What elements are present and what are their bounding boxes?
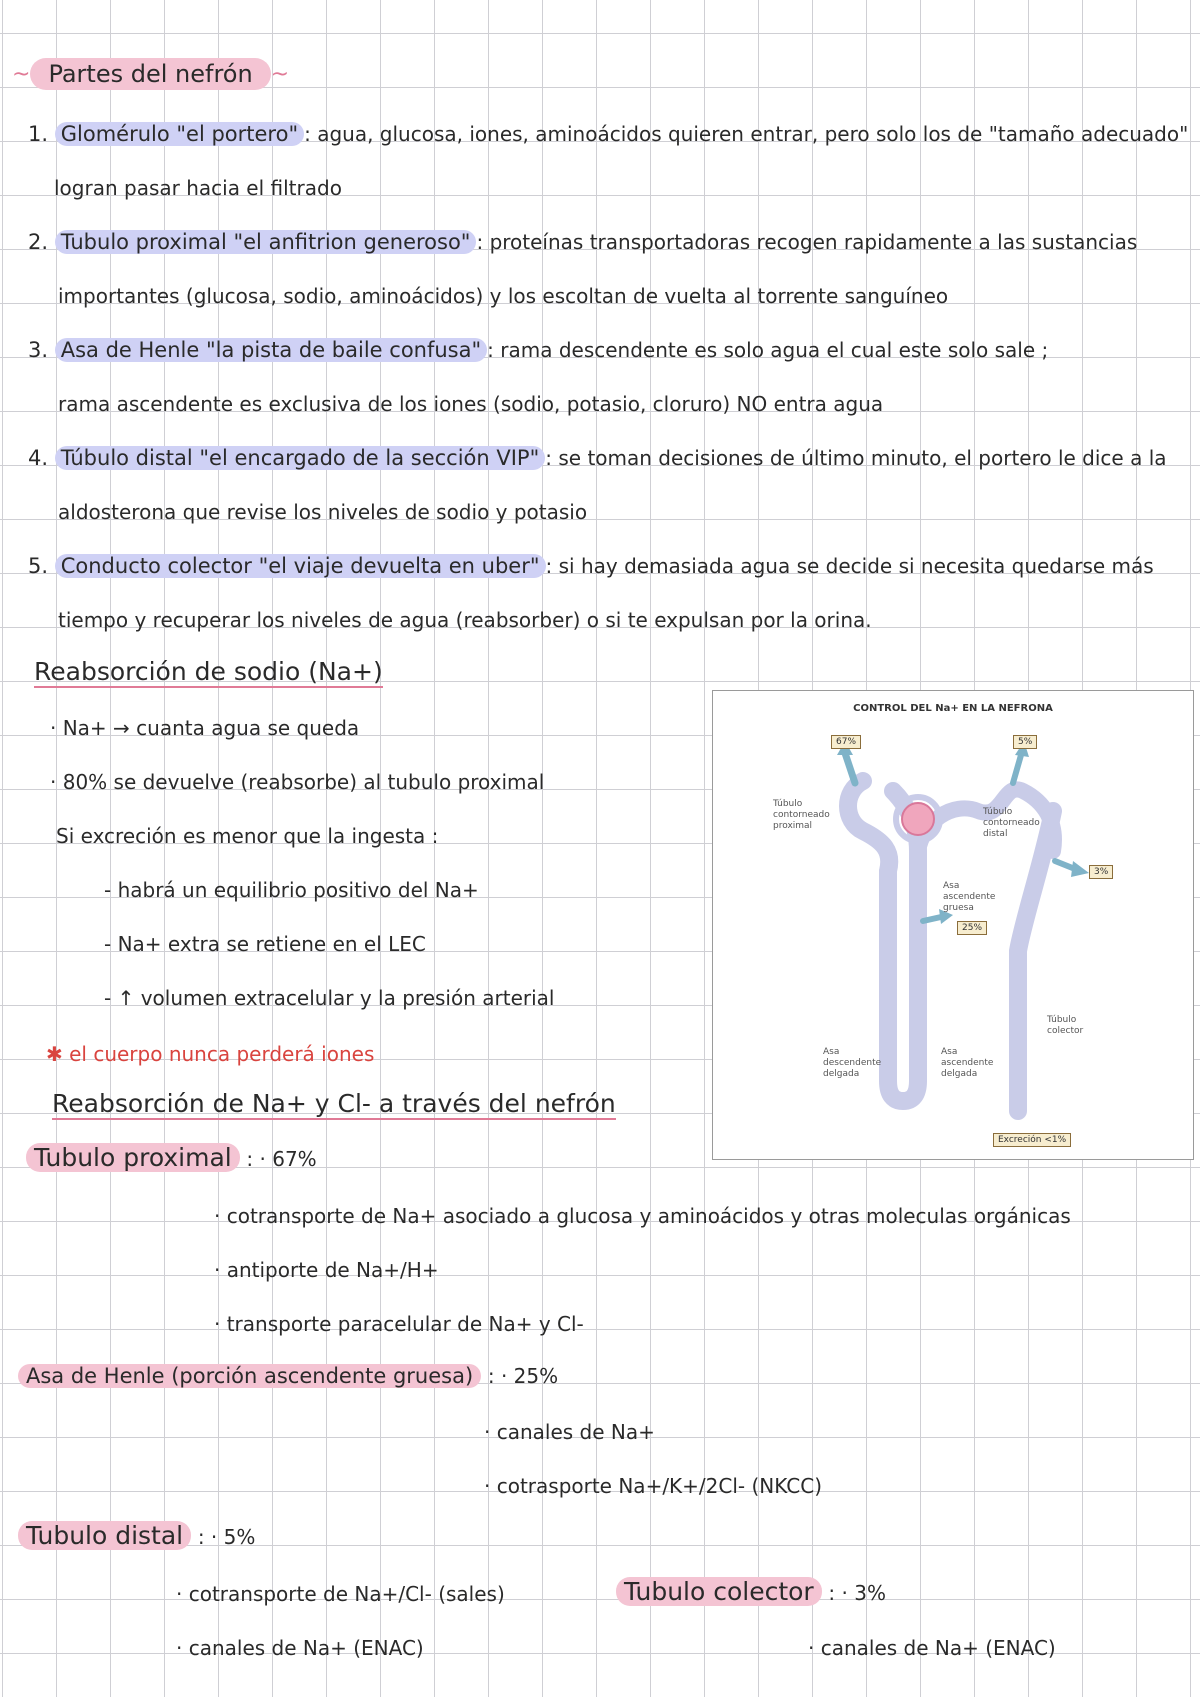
asa-pct: : · 25% [487, 1364, 559, 1388]
arrow-3 [1055, 861, 1075, 869]
glomerulus-shape [902, 803, 934, 835]
distal-label: Tubulo distal [18, 1521, 191, 1550]
part-number: 5. [28, 554, 49, 578]
label-colector: Túbulo colector [1047, 1015, 1084, 1036]
nephron-drawing [713, 691, 1193, 1159]
part-name: Conducto colector "el viaje devuelta en uber" [55, 554, 546, 578]
arrow-5 [1013, 755, 1021, 783]
page-title-row [12, 58, 289, 90]
section-heading-reabsorcion-sodio [34, 658, 383, 686]
pct-box-colector: 3% [1089, 865, 1113, 879]
arrow-25 [923, 917, 941, 921]
colector-pct: : · 3% [828, 1581, 886, 1605]
part-2-line-2: importantes (glucosa, sodio, aminoácidos) y los escoltan de vuelta al torrente sanguíneo [58, 284, 949, 308]
sodio-line-1: · Na+ → cuanta agua se queda [50, 716, 360, 740]
heading-text: Reabsorción de sodio (Na+) [34, 657, 383, 686]
part-name: Tubulo proximal "el anfitrion generoso" [55, 230, 477, 254]
note-red: ✱ el cuerpo nunca perderá iones [46, 1042, 375, 1066]
section-heading-na-cl [52, 1090, 616, 1118]
proximal-row [26, 1144, 317, 1173]
part-text: : proteínas transportadoras recogen rapidamente a las sustancias [476, 230, 1138, 254]
excrecion-box: Excreción <1% [993, 1133, 1071, 1147]
sodio-line-5: - Na+ extra se retiene en el LEC [104, 932, 426, 956]
colector-label: Tubulo colector [616, 1577, 822, 1606]
part-3-line-2: rama ascendente es exclusiva de los iones (sodio, potasio, cloruro) NO entra agua [58, 392, 884, 416]
heading-text: Reabsorción de Na+ y Cl- a través del nefrón [52, 1089, 616, 1118]
asa-row [18, 1362, 558, 1390]
arrow-67 [845, 753, 855, 783]
part-text: : rama descendente es solo agua el cual este solo sale ; [487, 338, 1049, 362]
part-4-line-1 [28, 444, 1167, 472]
colector-item-1: · canales de Na+ (ENAC) [808, 1636, 1056, 1660]
proximal-item-3: · transporte paracelular de Na+ y Cl- [214, 1312, 584, 1336]
asa-label: Asa de Henle (porción ascendente gruesa) [18, 1364, 481, 1388]
proximal-item-1: · cotransporte de Na+ asociado a glucosa y aminoácidos y otras moleculas orgánicas [214, 1204, 1071, 1228]
distal-row [18, 1522, 255, 1551]
part-3-line-1 [28, 336, 1048, 364]
page-title: Partes del nefrón [30, 58, 270, 90]
nephron-diagram [712, 690, 1194, 1160]
sodio-line-6: - ↑ volumen extracelular y la presión arterial [104, 986, 555, 1010]
part-number: 3. [28, 338, 49, 362]
part-number: 1. [28, 122, 49, 146]
part-2-line-1 [28, 228, 1137, 256]
part-name: Asa de Henle "la pista de baile confusa" [55, 338, 487, 362]
diagram-title: CONTROL DEL Na+ EN LA NEFRONA [853, 703, 1053, 714]
pct-box-distal: 5% [1013, 735, 1037, 749]
part-text: : si hay demasiada agua se decide si necesita quedarse más [545, 554, 1154, 578]
distal-item-2: · canales de Na+ (ENAC) [176, 1636, 424, 1660]
label-asc-delgada: Asa ascendente delgada [941, 1047, 994, 1079]
part-text: : se toman decisiones de último minuto, el portero le dice a la [545, 446, 1167, 470]
label-asa-gruesa: Asa ascendente gruesa [943, 881, 996, 913]
part-5-line-2: tiempo y recuperar los niveles de agua (reabsorber) o si te expulsan por la orina. [58, 608, 872, 632]
sodio-line-3: Si excreción es menor que la ingesta : [56, 824, 439, 848]
part-1-line-2: logran pasar hacia el filtrado [54, 176, 342, 200]
tilde-right-decoration: ~ [270, 61, 290, 87]
part-name: Túbulo distal "el encargado de la sección VIP" [55, 446, 546, 470]
colector-row [616, 1578, 886, 1607]
label-proximal: Túbulo contorneado proximal [773, 799, 830, 831]
proximal-item-2: · antiporte de Na+/H+ [214, 1258, 439, 1282]
part-text: : agua, glucosa, iones, aminoácidos quieren entrar, pero solo los de "tamaño adecuado" [304, 122, 1189, 146]
proximal-label: Tubulo proximal [26, 1143, 240, 1172]
part-4-line-2: aldosterona que revise los niveles de sodio y potasio [58, 500, 588, 524]
part-name: Glomérulo "el portero" [55, 122, 304, 146]
part-number: 2. [28, 230, 49, 254]
label-desc-delgada: Asa descendente delgada [823, 1047, 882, 1079]
distal-pct: : · 5% [197, 1525, 256, 1549]
pct-box-proximal: 67% [831, 735, 861, 749]
tilde-left-decoration: ~ [12, 61, 31, 87]
arrow-3-head [1071, 861, 1089, 877]
part-1-line-1 [28, 120, 1188, 148]
part-5-line-1 [28, 552, 1154, 580]
collecting-duct-shape [1018, 811, 1053, 1111]
sodio-line-2: · 80% se devuelve (reabsorbe) al tubulo proximal [50, 770, 545, 794]
label-distal: Túbulo contorneado distal [983, 807, 1040, 839]
asa-item-1: · canales de Na+ [484, 1420, 655, 1444]
distal-item-1: · cotransporte de Na+/Cl- (sales) [176, 1582, 505, 1606]
sodio-line-4: - habrá un equilibrio positivo del Na+ [104, 878, 479, 902]
part-number: 4. [28, 446, 49, 470]
proximal-pct: : · 67% [246, 1147, 317, 1171]
asa-item-2: · cotrasporte Na+/K+/2Cl- (NKCC) [484, 1474, 823, 1498]
pct-box-asa: 25% [957, 921, 987, 935]
